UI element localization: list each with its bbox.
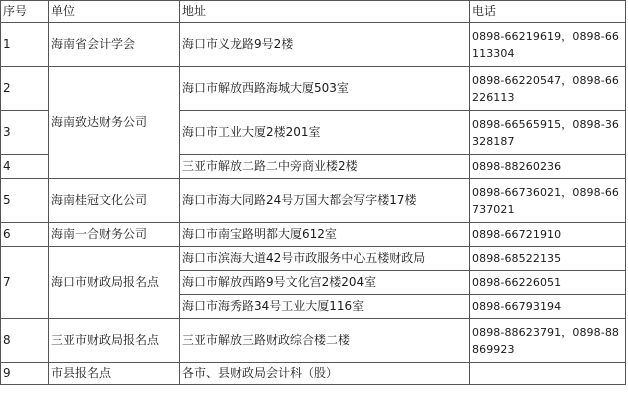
cell-unit: 海南一合财务公司: [49, 223, 180, 247]
table-row: [1, 223, 626, 247]
cell-unit: 海口市财政局报名点: [49, 247, 180, 319]
cell-phone: 0898-66565915，0898-36328187: [470, 111, 626, 155]
cell-phone: 0898-66226051: [470, 271, 626, 295]
table-row: [1, 363, 626, 385]
cell-no: 2: [1, 67, 49, 111]
cell-unit: 三亚市财政局报名点: [49, 319, 180, 363]
cell-address: 海口市义龙路9号2楼: [180, 23, 470, 67]
cell-address: 海口市南宝路明都大厦612室: [180, 223, 470, 247]
table-row: [1, 319, 626, 363]
cell-phone: 0898-66793194: [470, 295, 626, 319]
table-row: [1, 67, 626, 111]
cell-phone: 0898-68522135: [470, 247, 626, 271]
cell-address: 海口市解放西路海城大厦503室: [180, 67, 470, 111]
cell-address: 各市、县财政局会计科（股）: [180, 363, 470, 385]
cell-no: 5: [1, 179, 49, 223]
table-row: [1, 23, 626, 67]
cell-unit: 市县报名点: [49, 363, 180, 385]
header-no: 序号: [1, 1, 49, 23]
cell-address: 三亚市解放三路财政综合楼二楼: [180, 319, 470, 363]
cell-phone: [470, 363, 626, 385]
cell-no: 9: [1, 363, 49, 385]
cell-address: 海口市海秀路34号工业大厦116室: [180, 295, 470, 319]
cell-phone: 0898-66736021，0898-66737021: [470, 179, 626, 223]
cell-unit: 海南省会计学会: [49, 23, 180, 67]
table-row: [1, 247, 626, 271]
cell-address: 海口市海大同路24号万国大都会写字楼17楼: [180, 179, 470, 223]
cell-unit: 海南致达财务公司: [49, 67, 180, 179]
header-address: 地址: [180, 1, 470, 23]
cell-phone: 0898-88623791，0898-88869923: [470, 319, 626, 363]
header-unit: 单位: [49, 1, 180, 23]
table-row: [1, 179, 626, 223]
cell-address: 海口市工业大厦2楼201室: [180, 111, 470, 155]
cell-unit: 海南桂冠文化公司: [49, 179, 180, 223]
cell-no: 7: [1, 247, 49, 319]
cell-no: 3: [1, 111, 49, 155]
cell-phone: 0898-66721910: [470, 223, 626, 247]
cell-no: 8: [1, 319, 49, 363]
cell-no: 4: [1, 155, 49, 179]
cell-address: 海口市解放西路9号文化宫2楼204室: [180, 271, 470, 295]
cell-phone: 0898-66220547，0898-66226113: [470, 67, 626, 111]
header-row: [1, 1, 626, 23]
cell-address: 三亚市解放二路二中旁商业楼2楼: [180, 155, 470, 179]
cell-no: 6: [1, 223, 49, 247]
cell-phone: 0898-66219619，0898-66113304: [470, 23, 626, 67]
cell-phone: 0898-88260236: [470, 155, 626, 179]
header-phone: 电话: [470, 1, 626, 23]
cell-no: 1: [1, 23, 49, 67]
cell-address: 海口市滨海大道42号市政服务中心五楼财政局: [180, 247, 470, 271]
